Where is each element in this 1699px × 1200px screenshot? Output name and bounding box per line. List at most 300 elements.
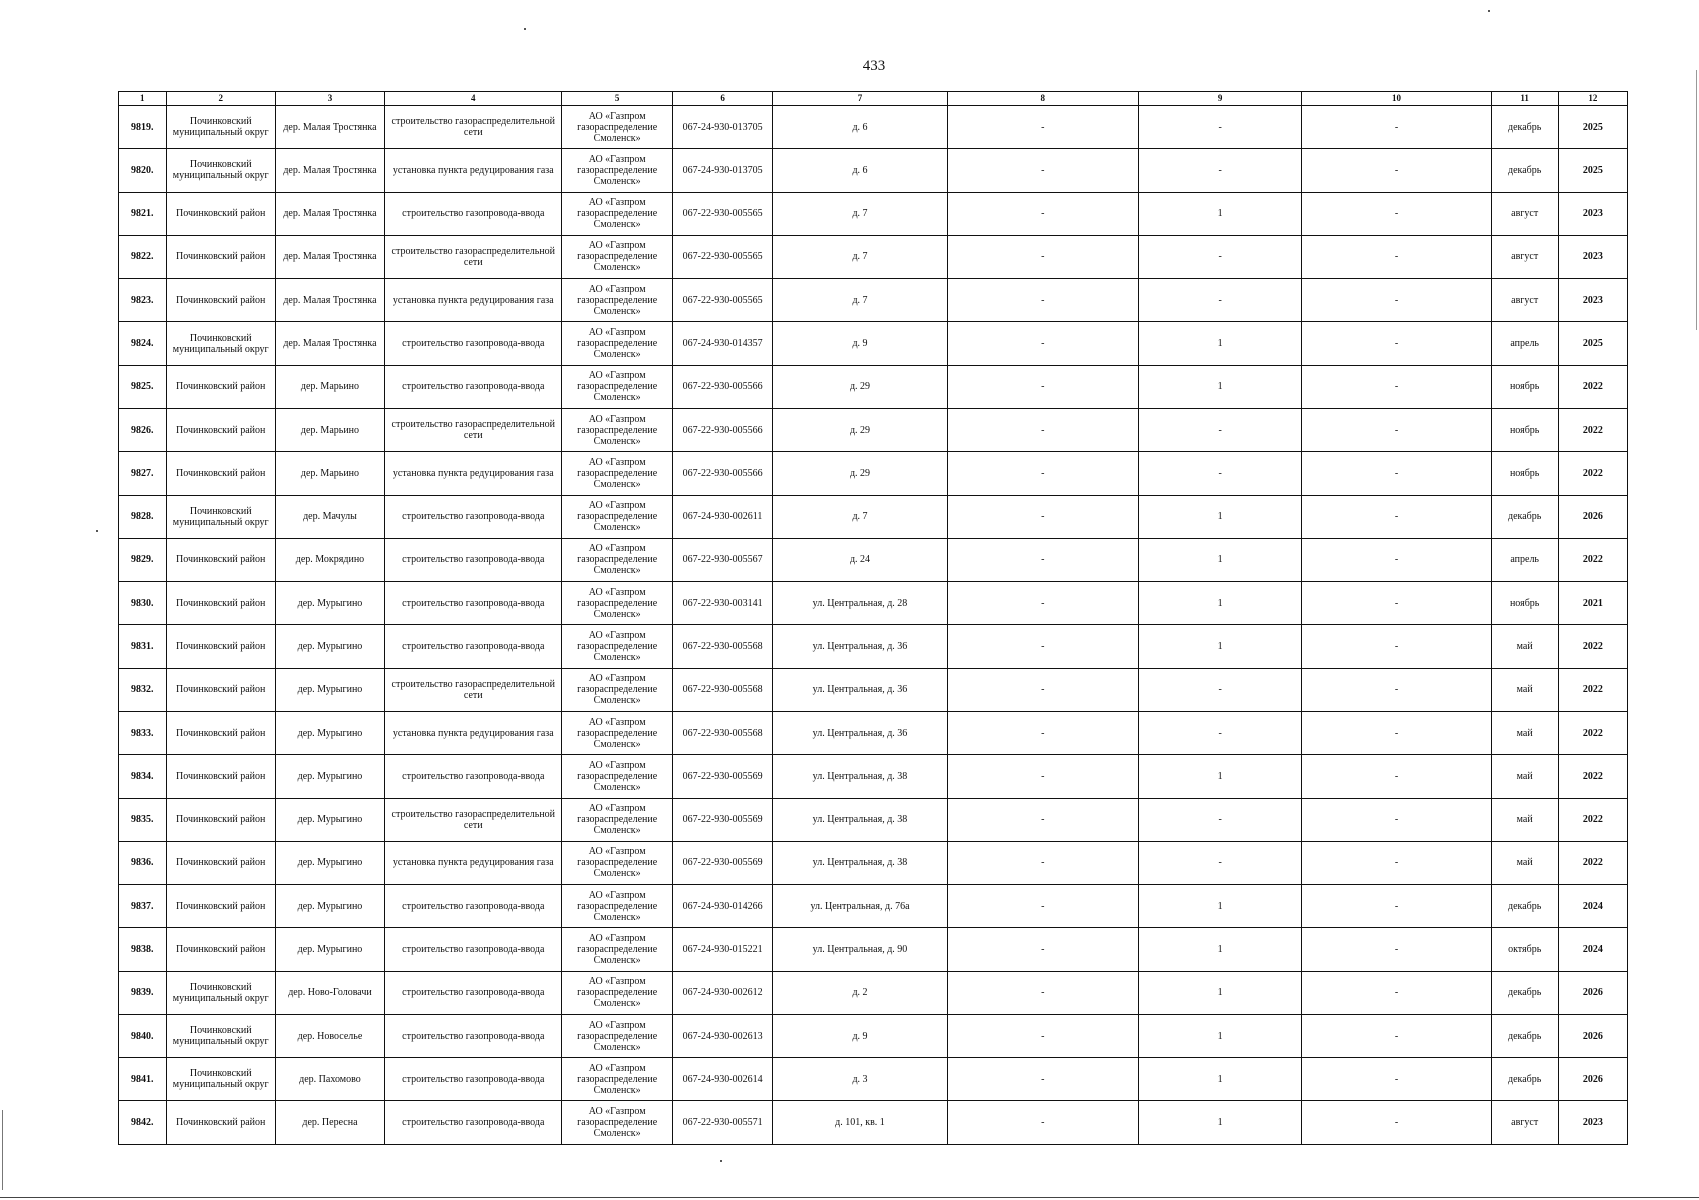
cell-col9: -: [1139, 668, 1302, 711]
cell-work-type: установка пункта редуцирования газа: [385, 279, 562, 322]
cell-month: декабрь: [1491, 1014, 1558, 1057]
cell-year: 2022: [1558, 798, 1627, 841]
cell-col10: -: [1302, 452, 1491, 495]
scan-speck: [1488, 10, 1490, 12]
cell-district: Починковский муниципальный округ: [166, 322, 275, 365]
cell-col10: -: [1302, 1058, 1491, 1101]
cell-locality: дер. Мурыгино: [275, 582, 384, 625]
cell-locality: дер. Пахомово: [275, 1058, 384, 1101]
cell-year: 2023: [1558, 1101, 1627, 1145]
table-row: [119, 192, 1628, 235]
cell-district: Починковский район: [166, 192, 275, 235]
cell-col9: -: [1139, 235, 1302, 278]
cell-month: август: [1491, 192, 1558, 235]
scan-speck: [524, 28, 526, 30]
cell-col10: -: [1302, 322, 1491, 365]
cell-number: 9838.: [119, 928, 167, 971]
cell-locality: дер. Мурыгино: [275, 668, 384, 711]
cell-col8: -: [947, 971, 1138, 1014]
cell-year: 2026: [1558, 1058, 1627, 1101]
cell-code: 067-24-930-002612: [672, 971, 773, 1014]
cell-district: Починковский район: [166, 798, 275, 841]
cell-number: 9825.: [119, 365, 167, 408]
cell-month: ноябрь: [1491, 582, 1558, 625]
cell-code: 067-22-930-005565: [672, 279, 773, 322]
cell-col9: 1: [1139, 322, 1302, 365]
cell-organization: АО «Газпром газораспределение Смоленск»: [562, 495, 672, 538]
cell-number: 9822.: [119, 235, 167, 278]
header-cell: 1: [119, 92, 167, 106]
table-row: [119, 971, 1628, 1014]
cell-organization: АО «Газпром газораспределение Смоленск»: [562, 279, 672, 322]
cell-month: август: [1491, 235, 1558, 278]
cell-col8: -: [947, 582, 1138, 625]
cell-organization: АО «Газпром газораспределение Смоленск»: [562, 1058, 672, 1101]
cell-address: ул. Центральная, д. 90: [773, 928, 947, 971]
cell-year: 2022: [1558, 408, 1627, 451]
cell-district: Починковский муниципальный округ: [166, 495, 275, 538]
cell-col9: 1: [1139, 192, 1302, 235]
cell-locality: дер. Малая Тростянка: [275, 149, 384, 192]
cell-locality: дер. Мурыгино: [275, 798, 384, 841]
header-cell: 8: [947, 92, 1138, 106]
table-row: [119, 538, 1628, 581]
cell-locality: дер. Малая Тростянка: [275, 322, 384, 365]
cell-address: ул. Центральная, д. 36: [773, 711, 947, 754]
table-row: [119, 1058, 1628, 1101]
cell-year: 2022: [1558, 538, 1627, 581]
cell-address: д. 29: [773, 365, 947, 408]
cell-year: 2023: [1558, 279, 1627, 322]
cell-organization: АО «Газпром газораспределение Смоленск»: [562, 408, 672, 451]
cell-address: д. 7: [773, 495, 947, 538]
cell-organization: АО «Газпром газораспределение Смоленск»: [562, 322, 672, 365]
cell-year: 2021: [1558, 582, 1627, 625]
cell-col10: -: [1302, 841, 1491, 884]
cell-col10: -: [1302, 495, 1491, 538]
cell-month: октябрь: [1491, 928, 1558, 971]
cell-district: Починковский муниципальный округ: [166, 971, 275, 1014]
cell-col9: 1: [1139, 365, 1302, 408]
cell-organization: АО «Газпром газораспределение Смоленск»: [562, 711, 672, 754]
cell-number: 9826.: [119, 408, 167, 451]
cell-locality: дер. Марьино: [275, 452, 384, 495]
cell-year: 2022: [1558, 711, 1627, 754]
cell-year: 2022: [1558, 755, 1627, 798]
cell-locality: дер. Малая Тростянка: [275, 279, 384, 322]
cell-district: Починковский район: [166, 279, 275, 322]
cell-month: ноябрь: [1491, 452, 1558, 495]
table-row: [119, 625, 1628, 668]
cell-organization: АО «Газпром газораспределение Смоленск»: [562, 106, 672, 149]
cell-locality: дер. Пересна: [275, 1101, 384, 1145]
cell-district: Починковский район: [166, 235, 275, 278]
cell-year: 2022: [1558, 452, 1627, 495]
cell-locality: дер. Марьино: [275, 408, 384, 451]
cell-number: 9835.: [119, 798, 167, 841]
cell-address: д. 24: [773, 538, 947, 581]
cell-number: 9827.: [119, 452, 167, 495]
cell-year: 2022: [1558, 668, 1627, 711]
cell-col9: 1: [1139, 1101, 1302, 1145]
cell-col9: 1: [1139, 1058, 1302, 1101]
cell-number: 9836.: [119, 841, 167, 884]
cell-col8: -: [947, 711, 1138, 754]
cell-district: Починковский район: [166, 365, 275, 408]
cell-organization: АО «Газпром газораспределение Смоленск»: [562, 928, 672, 971]
cell-code: 067-24-930-015221: [672, 928, 773, 971]
cell-work-type: строительство газопровода-ввода: [385, 582, 562, 625]
cell-col8: -: [947, 452, 1138, 495]
cell-code: 067-24-930-013705: [672, 106, 773, 149]
cell-col10: -: [1302, 279, 1491, 322]
cell-address: ул. Центральная, д. 36: [773, 625, 947, 668]
cell-address: д. 7: [773, 192, 947, 235]
cell-col10: -: [1302, 928, 1491, 971]
cell-locality: дер. Мурыгино: [275, 885, 384, 928]
cell-col8: -: [947, 755, 1138, 798]
cell-address: ул. Центральная, д. 38: [773, 798, 947, 841]
cell-col8: -: [947, 625, 1138, 668]
cell-col8: -: [947, 928, 1138, 971]
cell-work-type: строительство газопровода-ввода: [385, 495, 562, 538]
cell-col9: 1: [1139, 582, 1302, 625]
cell-address: д. 7: [773, 279, 947, 322]
cell-year: 2026: [1558, 1014, 1627, 1057]
cell-work-type: строительство газопровода-ввода: [385, 1014, 562, 1057]
cell-month: май: [1491, 625, 1558, 668]
cell-col10: -: [1302, 235, 1491, 278]
cell-number: 9837.: [119, 885, 167, 928]
cell-month: май: [1491, 798, 1558, 841]
cell-code: 067-24-930-014266: [672, 885, 773, 928]
cell-code: 067-22-930-005566: [672, 408, 773, 451]
cell-col10: -: [1302, 711, 1491, 754]
cell-year: 2026: [1558, 495, 1627, 538]
cell-number: 9831.: [119, 625, 167, 668]
cell-work-type: строительство газопровода-ввода: [385, 322, 562, 365]
cell-col10: -: [1302, 668, 1491, 711]
cell-address: ул. Центральная, д. 28: [773, 582, 947, 625]
cell-work-type: строительство газопровода-ввода: [385, 538, 562, 581]
scan-speck: [720, 1160, 722, 1162]
table-row: [119, 841, 1628, 884]
header-cell: 5: [562, 92, 672, 106]
cell-address: ул. Центральная, д. 36: [773, 668, 947, 711]
cell-address: д. 6: [773, 149, 947, 192]
cell-locality: дер. Мурыгино: [275, 841, 384, 884]
cell-col10: -: [1302, 798, 1491, 841]
header-cell: 9: [1139, 92, 1302, 106]
cell-organization: АО «Газпром газораспределение Смоленск»: [562, 841, 672, 884]
cell-number: 9823.: [119, 279, 167, 322]
cell-district: Починковский район: [166, 408, 275, 451]
cell-code: 067-22-930-005568: [672, 625, 773, 668]
cell-address: ул. Центральная, д. 76а: [773, 885, 947, 928]
cell-work-type: строительство газопровода-ввода: [385, 885, 562, 928]
table-row: [119, 885, 1628, 928]
cell-number: 9819.: [119, 106, 167, 149]
cell-work-type: строительство газопровода-ввода: [385, 755, 562, 798]
cell-col9: -: [1139, 841, 1302, 884]
cell-col8: -: [947, 668, 1138, 711]
cell-organization: АО «Газпром газораспределение Смоленск»: [562, 365, 672, 408]
cell-locality: дер. Мокрядино: [275, 538, 384, 581]
cell-col9: 1: [1139, 625, 1302, 668]
table-row: [119, 798, 1628, 841]
cell-year: 2023: [1558, 192, 1627, 235]
cell-work-type: строительство газораспределительной сети: [385, 798, 562, 841]
cell-col10: -: [1302, 885, 1491, 928]
table-body: [119, 106, 1628, 1145]
cell-district: Починковский район: [166, 582, 275, 625]
cell-col8: -: [947, 192, 1138, 235]
cell-code: 067-22-930-005568: [672, 711, 773, 754]
cell-code: 067-24-930-002613: [672, 1014, 773, 1057]
cell-work-type: установка пункта редуцирования газа: [385, 149, 562, 192]
cell-col9: -: [1139, 452, 1302, 495]
cell-organization: АО «Газпром газораспределение Смоленск»: [562, 192, 672, 235]
cell-number: 9833.: [119, 711, 167, 754]
cell-work-type: установка пункта редуцирования газа: [385, 711, 562, 754]
cell-col8: -: [947, 538, 1138, 581]
cell-address: ул. Центральная, д. 38: [773, 841, 947, 884]
cell-number: 9832.: [119, 668, 167, 711]
cell-locality: дер. Мурыгино: [275, 625, 384, 668]
cell-locality: дер. Мурыгино: [275, 928, 384, 971]
cell-number: 9839.: [119, 971, 167, 1014]
cell-district: Починковский муниципальный округ: [166, 1058, 275, 1101]
cell-district: Починковский район: [166, 711, 275, 754]
table-row: [119, 711, 1628, 754]
page-number: 433: [862, 58, 886, 74]
cell-number: 9830.: [119, 582, 167, 625]
cell-month: ноябрь: [1491, 365, 1558, 408]
cell-address: д. 3: [773, 1058, 947, 1101]
cell-code: 067-22-930-005565: [672, 235, 773, 278]
cell-col9: 1: [1139, 1014, 1302, 1057]
cell-month: апрель: [1491, 538, 1558, 581]
cell-work-type: установка пункта редуцирования газа: [385, 452, 562, 495]
cell-col8: -: [947, 1101, 1138, 1145]
cell-number: 9842.: [119, 1101, 167, 1145]
cell-year: 2024: [1558, 928, 1627, 971]
table-row: [119, 582, 1628, 625]
cell-year: 2022: [1558, 365, 1627, 408]
cell-work-type: строительство газопровода-ввода: [385, 928, 562, 971]
header-cell: 2: [166, 92, 275, 106]
cell-code: 067-22-930-005566: [672, 452, 773, 495]
cell-year: 2025: [1558, 149, 1627, 192]
cell-col9: 1: [1139, 971, 1302, 1014]
cell-work-type: строительство газораспределительной сети: [385, 668, 562, 711]
cell-organization: АО «Газпром газораспределение Смоленск»: [562, 755, 672, 798]
cell-col9: -: [1139, 711, 1302, 754]
table-row: [119, 235, 1628, 278]
cell-month: декабрь: [1491, 1058, 1558, 1101]
cell-month: май: [1491, 711, 1558, 754]
cell-number: 9824.: [119, 322, 167, 365]
cell-code: 067-22-930-005571: [672, 1101, 773, 1145]
cell-work-type: строительство газораспределительной сети: [385, 235, 562, 278]
cell-col10: -: [1302, 149, 1491, 192]
cell-organization: АО «Газпром газораспределение Смоленск»: [562, 798, 672, 841]
cell-district: Починковский муниципальный округ: [166, 106, 275, 149]
cell-month: август: [1491, 1101, 1558, 1145]
cell-organization: АО «Газпром газораспределение Смоленск»: [562, 1101, 672, 1145]
cell-col8: -: [947, 1058, 1138, 1101]
header-cell: 3: [275, 92, 384, 106]
cell-col9: -: [1139, 106, 1302, 149]
cell-organization: АО «Газпром газораспределение Смоленск»: [562, 149, 672, 192]
cell-work-type: установка пункта редуцирования газа: [385, 841, 562, 884]
cell-locality: дер. Новоселье: [275, 1014, 384, 1057]
cell-code: 067-24-930-002614: [672, 1058, 773, 1101]
cell-col8: -: [947, 235, 1138, 278]
cell-code: 067-22-930-005569: [672, 755, 773, 798]
scan-border-line: [1696, 70, 1697, 330]
cell-organization: АО «Газпром газораспределение Смоленск»: [562, 668, 672, 711]
cell-col10: -: [1302, 365, 1491, 408]
cell-col8: -: [947, 798, 1138, 841]
header-row: [119, 92, 1628, 106]
cell-col9: 1: [1139, 928, 1302, 971]
cell-col8: -: [947, 322, 1138, 365]
cell-number: 9840.: [119, 1014, 167, 1057]
cell-month: декабрь: [1491, 971, 1558, 1014]
cell-month: апрель: [1491, 322, 1558, 365]
cell-code: 067-24-930-013705: [672, 149, 773, 192]
cell-col8: -: [947, 149, 1138, 192]
cell-locality: дер. Мачулы: [275, 495, 384, 538]
cell-address: д. 29: [773, 408, 947, 451]
cell-code: 067-22-930-005569: [672, 841, 773, 884]
cell-month: декабрь: [1491, 885, 1558, 928]
cell-district: Починковский район: [166, 755, 275, 798]
cell-address: ул. Центральная, д. 38: [773, 755, 947, 798]
header-cell: 7: [773, 92, 947, 106]
cell-year: 2022: [1558, 625, 1627, 668]
cell-col8: -: [947, 1014, 1138, 1057]
cell-col9: 1: [1139, 755, 1302, 798]
table-row: [119, 279, 1628, 322]
cell-year: 2022: [1558, 841, 1627, 884]
header-cell: 11: [1491, 92, 1558, 106]
scan-speck: [96, 530, 98, 532]
cell-work-type: строительство газопровода-ввода: [385, 1058, 562, 1101]
cell-col9: 1: [1139, 495, 1302, 538]
table-row: [119, 755, 1628, 798]
scan-border-line: [0, 1197, 1699, 1198]
cell-locality: дер. Малая Тростянка: [275, 235, 384, 278]
cell-year: 2025: [1558, 106, 1627, 149]
cell-year: 2023: [1558, 235, 1627, 278]
cell-col10: -: [1302, 1101, 1491, 1145]
cell-organization: АО «Газпром газораспределение Смоленск»: [562, 885, 672, 928]
cell-organization: АО «Газпром газораспределение Смоленск»: [562, 1014, 672, 1057]
table-row: [119, 106, 1628, 149]
cell-organization: АО «Газпром газораспределение Смоленск»: [562, 625, 672, 668]
cell-locality: дер. Мурыгино: [275, 711, 384, 754]
cell-organization: АО «Газпром газораспределение Смоленск»: [562, 235, 672, 278]
table-row: [119, 452, 1628, 495]
cell-col9: 1: [1139, 538, 1302, 581]
cell-work-type: строительство газопровода-ввода: [385, 192, 562, 235]
cell-col10: -: [1302, 192, 1491, 235]
registry-table: [118, 91, 1628, 1145]
cell-district: Починковский район: [166, 668, 275, 711]
header-cell: 4: [385, 92, 562, 106]
cell-work-type: строительство газопровода-ввода: [385, 365, 562, 408]
cell-col10: -: [1302, 106, 1491, 149]
header-cell: 12: [1558, 92, 1627, 106]
cell-work-type: строительство газораспределительной сети: [385, 408, 562, 451]
cell-code: 067-22-930-005566: [672, 365, 773, 408]
cell-month: май: [1491, 755, 1558, 798]
cell-code: 067-22-930-005565: [672, 192, 773, 235]
cell-month: декабрь: [1491, 495, 1558, 538]
cell-organization: АО «Газпром газораспределение Смоленск»: [562, 582, 672, 625]
cell-col9: 1: [1139, 885, 1302, 928]
cell-col10: -: [1302, 755, 1491, 798]
cell-number: 9829.: [119, 538, 167, 581]
table-row: [119, 322, 1628, 365]
cell-col9: -: [1139, 408, 1302, 451]
cell-code: 067-22-930-003141: [672, 582, 773, 625]
cell-col8: -: [947, 841, 1138, 884]
table-row: [119, 668, 1628, 711]
cell-district: Починковский район: [166, 538, 275, 581]
cell-col8: -: [947, 365, 1138, 408]
cell-locality: дер. Мурыгино: [275, 755, 384, 798]
cell-col9: -: [1139, 279, 1302, 322]
cell-locality: дер. Марьино: [275, 365, 384, 408]
cell-col10: -: [1302, 971, 1491, 1014]
cell-col8: -: [947, 408, 1138, 451]
cell-address: д. 7: [773, 235, 947, 278]
cell-number: 9821.: [119, 192, 167, 235]
cell-district: Починковский район: [166, 1101, 275, 1145]
cell-number: 9828.: [119, 495, 167, 538]
cell-work-type: строительство газопровода-ввода: [385, 1101, 562, 1145]
cell-col8: -: [947, 279, 1138, 322]
cell-month: май: [1491, 841, 1558, 884]
table-row: [119, 1101, 1628, 1145]
cell-code: 067-22-930-005568: [672, 668, 773, 711]
cell-address: д. 29: [773, 452, 947, 495]
table-row: [119, 365, 1628, 408]
cell-year: 2024: [1558, 885, 1627, 928]
table-row: [119, 495, 1628, 538]
cell-district: Починковский район: [166, 625, 275, 668]
cell-locality: дер. Ново-Головачи: [275, 971, 384, 1014]
cell-col10: -: [1302, 538, 1491, 581]
cell-address: д. 9: [773, 1014, 947, 1057]
cell-address: д. 2: [773, 971, 947, 1014]
table-row: [119, 149, 1628, 192]
header-cell: 6: [672, 92, 773, 106]
cell-col9: -: [1139, 149, 1302, 192]
header-cell: 10: [1302, 92, 1491, 106]
scan-border-line: [2, 1110, 3, 1190]
cell-month: декабрь: [1491, 149, 1558, 192]
cell-number: 9820.: [119, 149, 167, 192]
cell-month: декабрь: [1491, 106, 1558, 149]
cell-col8: -: [947, 106, 1138, 149]
cell-district: Починковский муниципальный округ: [166, 1014, 275, 1057]
cell-district: Починковский район: [166, 885, 275, 928]
cell-code: 067-22-930-005569: [672, 798, 773, 841]
